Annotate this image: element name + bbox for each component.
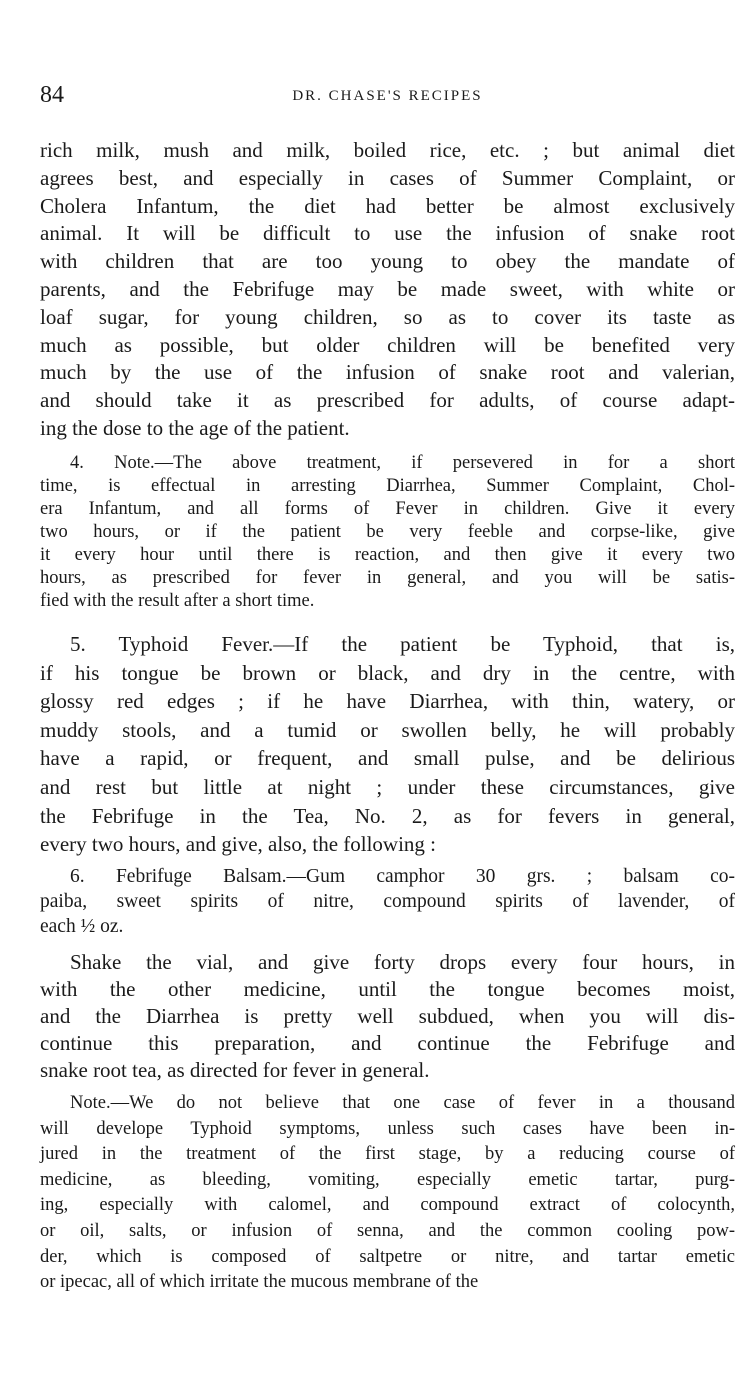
text-line: each ½ oz.: [40, 916, 124, 937]
text-line: era Infantum, and all forms of Fever in children. Give it every: [40, 499, 735, 519]
text-line: loaf sugar, for young children, so as to cover its taste as: [40, 304, 735, 329]
text-line: the Febrifuge in the Tea, No. 2, as for fevers in general,: [40, 803, 735, 828]
text-line: it every hour until there is reaction, and then give it every two: [40, 545, 735, 565]
text-line: with the other medicine, until the tongue becomes moist,: [40, 977, 735, 1001]
text-line: paiba, sweet spirits of nitre, compound spirits of lavender, of: [40, 891, 735, 912]
text-line: with children that are too young to obey the mandate of: [40, 249, 735, 274]
paragraph-shake-vial: [40, 950, 735, 1085]
running-title: DR. CHASE'S RECIPES: [292, 88, 483, 104]
text-line: glossy red edges ; if he have Diarrhea, with thin, watery, or: [40, 689, 735, 714]
text-line: medicine, as bleeding, vomiting, especially emetic tartar, purg-: [40, 1169, 735, 1190]
text-line: and should take it as prescribed for adults, of course adapt-: [40, 388, 735, 413]
text-line: Shake the vial, and give forty drops every four hours, in: [70, 950, 735, 974]
text-line: Cholera Infantum, the diet had better be almost exclusively: [40, 193, 735, 218]
text-line: hours, as prescribed for fever in general, and you will be satis-: [40, 568, 735, 588]
text-line: ing the dose to the age of the patient.: [40, 415, 350, 440]
text-line: 6. Febrifuge Balsam.—Gum camphor 30 grs. ; balsam co-: [70, 866, 735, 887]
text-line: parents, and the Febrifuge may be made sweet, with white or: [40, 276, 735, 301]
text-line: Note.—We do not believe that one case of fever in a thousand: [70, 1093, 735, 1113]
text-line: animal. It will be difficult to use the infusion of snake root: [40, 221, 735, 246]
text-line: ing, especially with calomel, and compound extract of colocynth,: [40, 1195, 735, 1216]
text-line: 4. Note.—The above treatment, if persevered in for a short: [70, 453, 735, 473]
text-line: and rest but little at night ; under these circumstances, give: [40, 774, 735, 799]
text-line: have a rapid, or frequent, and small pulse, and be delirious: [40, 746, 735, 771]
text-line: rich milk, mush and milk, boiled rice, etc. ; but animal diet: [40, 138, 735, 162]
text-line: if his tongue be brown or black, and dry in the centre, with: [40, 660, 735, 685]
text-line: der, which is composed of saltpetre or nitre, and tartar emetic: [40, 1246, 735, 1267]
paragraph-diet: [40, 138, 735, 444]
paragraph-note-4: [40, 453, 735, 614]
text-line: every two hours, and give, also, the following :: [40, 832, 437, 857]
text-line: fied with the result after a short time.: [40, 591, 315, 611]
text-line: 5. Typhoid Fever.—If the patient be Typhoid, that is,: [70, 632, 735, 656]
paragraph-febrifuge-balsam: [40, 866, 735, 941]
text-line: much by the use of the infusion of snake root and valerian,: [40, 360, 735, 385]
text-line: or oil, salts, or infusion of senna, and the common cooling pow-: [40, 1220, 735, 1241]
text-line: much as possible, but older children will be benefited very: [40, 332, 735, 357]
text-line: and the Diarrhea is pretty well subdued, when you will dis-: [40, 1004, 735, 1028]
text-line: jured in the treatment of the first stage, by a reducing course of: [40, 1144, 735, 1165]
page-header: [40, 82, 735, 112]
text-line: or ipecac, all of which irritate the mucous membrane of the: [40, 1272, 479, 1293]
text-line: snake root tea, as directed for fever in general.: [40, 1058, 430, 1082]
text-line: time, is effectual in arresting Diarrhea, Summer Complaint, Chol-: [40, 476, 735, 496]
text-line: two hours, or if the patient be very feeble and corpse-like, give: [40, 522, 735, 542]
page-number: 84: [40, 82, 64, 108]
text-line: continue this preparation, and continue the Febrifuge and: [40, 1031, 735, 1055]
paragraph-note-typhoid: [40, 1093, 735, 1298]
text-line: agrees best, and especially in cases of Summer Complaint, or: [40, 165, 735, 190]
paragraph-typhoid-fever: [40, 632, 735, 861]
text-line: muddy stools, and a tumid or swollen belly, he will probably: [40, 717, 735, 742]
text-line: will develope Typhoid symptoms, unless such cases have been in-: [40, 1118, 735, 1139]
